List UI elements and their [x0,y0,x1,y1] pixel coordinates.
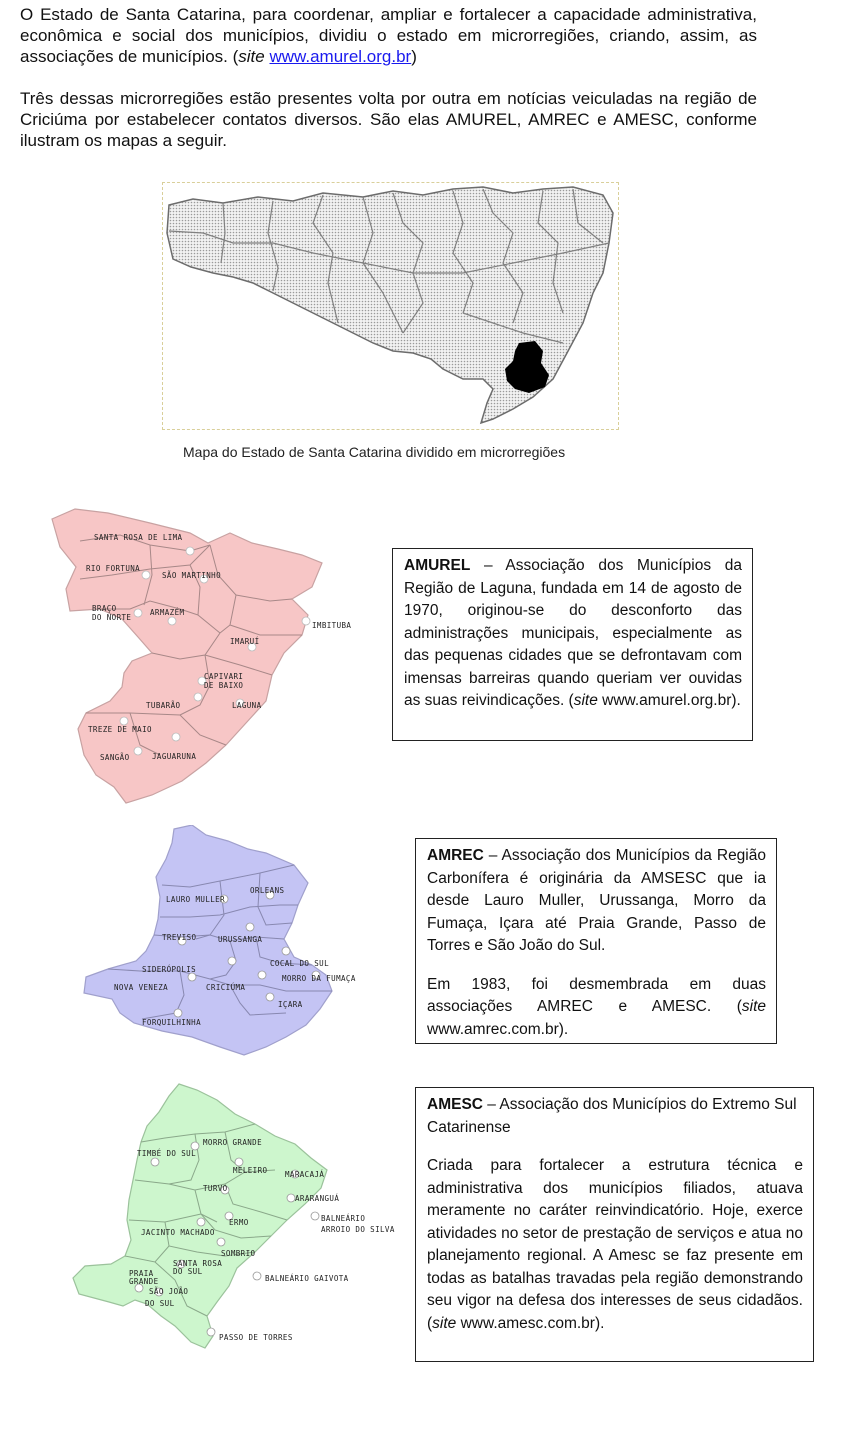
site-word: site [573,692,598,709]
amesc-url: www.amesc.com.br). [456,1314,605,1332]
city-label: MELEIRO [233,1166,268,1175]
city-label: SANGÃO [100,753,130,762]
city-label: FORQUILHINHA [142,1018,201,1027]
city-label: SANTA ROSA DE LIMA [94,533,183,542]
city-label: DO NORTE [92,613,132,622]
city-label: JACINTO MACHADO [141,1228,215,1237]
city-label: JAGUARUNA [152,752,197,761]
site-word: site [238,47,265,66]
amesc-name: AMESC [427,1096,483,1113]
city-label: ARMAZÉM [150,608,185,617]
city-label: GRANDE [129,1277,159,1286]
amurel-link[interactable]: www.amurel.org.br [269,47,412,66]
city-label: SÃO JOÃO [149,1287,189,1296]
city-label: IMBITUBA [312,621,352,630]
amrec-desc: – Associação dos Municípios da Região Carbonífera é originária da AMSESC que ia desde Lauro Muller, Urussanga, Morro da Fumaça, Içara até Praia Grande, Passo de Torres e São João do Sul. [427,847,766,954]
intro-text-1: O Estado de Santa Catarina, para coordenar, ampliar e fortalecer a capacidade administrativa, econômica e social dos municípios, dividiu o estado em microrregiões, criando, assim, as associações de municípios. ( [20,5,757,66]
city-label: IMARUÍ [230,637,260,646]
amrec-description-box [415,838,777,1044]
santa-catarina-map [162,182,619,430]
city-label: PASSO DE TORRES [219,1333,293,1342]
city-label: BALNEÁRIO GAIVOTA [265,1274,349,1283]
amesc-desc: – Associação dos Municípios do Extremo Sul Catarinense [427,1096,797,1136]
city-label: DO SUL [173,1267,203,1276]
city-label: ERMO [229,1218,249,1227]
city-label: LAGUNA [232,701,262,710]
city-label: COCAL DO SUL [270,959,329,968]
city-label: NOVA VENEZA [114,983,169,992]
amurel-url: www.amurel.org.br). [597,692,741,709]
intro-paragraph-1 [20,4,757,67]
city-label: TREVISO [162,933,197,942]
main-map-caption: Mapa do Estado de Santa Catarina dividido em microrregiões [183,444,566,460]
city-label: BRAÇO [92,604,117,613]
site-word: site [432,1314,457,1332]
amurel-name: AMUREL [404,557,471,574]
city-label: TIMBÉ DO SUL [137,1149,196,1158]
city-label: ARARANGUÁ [295,1194,340,1203]
city-label: TURVO [203,1184,228,1193]
city-label: ORLEANS [250,886,285,895]
amrec-map [80,825,390,1060]
city-label: URUSSANGA [218,935,263,944]
city-label: ARROIO DO SILVA [321,1225,395,1234]
amrec-history: Em 1983, foi desmembrada em duas associações AMREC e AMESC. ( [427,975,766,1015]
amesc-description-box [415,1087,814,1362]
city-label: TUBARÃO [146,701,181,710]
city-label: CAPIVARI [204,672,244,681]
city-label: SANTA ROSA [173,1259,223,1268]
site-word: site [741,998,766,1015]
amrec-url: www.amrec.com.br). [427,1020,569,1038]
paren-close: ) [411,47,417,66]
intro-paragraph-2: Três dessas microrregiões estão presentes volta por outra em notícias veiculadas na região de Criciúma por estabelecer contatos diversos. São elas AMUREL, AMREC e AMESC, conforme ilustram os mapas a seguir. [20,89,757,150]
city-label: TREZE DE MAIO [88,725,152,734]
city-label: SIDERÓPOLIS [142,965,197,974]
city-label: SÃO MARTINHO [162,571,221,580]
city-label: RIO FORTUNA [86,564,141,573]
amurel-description-box [392,548,753,741]
city-label: MORRO DA FUMAÇA [282,974,356,983]
city-label: BALNEÁRIO [321,1214,366,1223]
city-label: IÇARA [278,1000,303,1009]
city-label: DE BAIXO [204,681,244,690]
amrec-name: AMREC [427,847,484,864]
city-label: LAURO MULLER [166,895,225,904]
city-label: CRICIÚMA [206,983,246,992]
city-label: MARACAJÁ [285,1170,325,1179]
city-label: PRAIA [129,1269,154,1278]
amurel-map [40,505,370,805]
city-label: SOMBRIO [221,1249,256,1258]
city-label: DO SUL [145,1299,175,1308]
amesc-body: Criada para fortalecer a estrutura técnica e administrativa dos municípios filiados, atuava meramente no caráter reinvindicatório. Hoje, exerce atividades no setor de prestação de serviços e atua no planejamento regional. A Amesc se faz presente em todas as batalhas travadas pela região demonstrando seu vigor na defesa dos interesses de seus cidadãos. ( [427,1157,803,1332]
amesc-map [65,1080,410,1350]
city-label: MORRO GRANDE [203,1138,262,1147]
amurel-desc: – Associação dos Municípios da Região de Laguna, fundada em 14 de agosto de 1970, originou-se do desconforto das administrações municipais, especialmente as das pequenas cidades que se defrontavam com imensas barreiras quando queriam ver ouvidas as suas reivindicações. ( [404,557,742,709]
